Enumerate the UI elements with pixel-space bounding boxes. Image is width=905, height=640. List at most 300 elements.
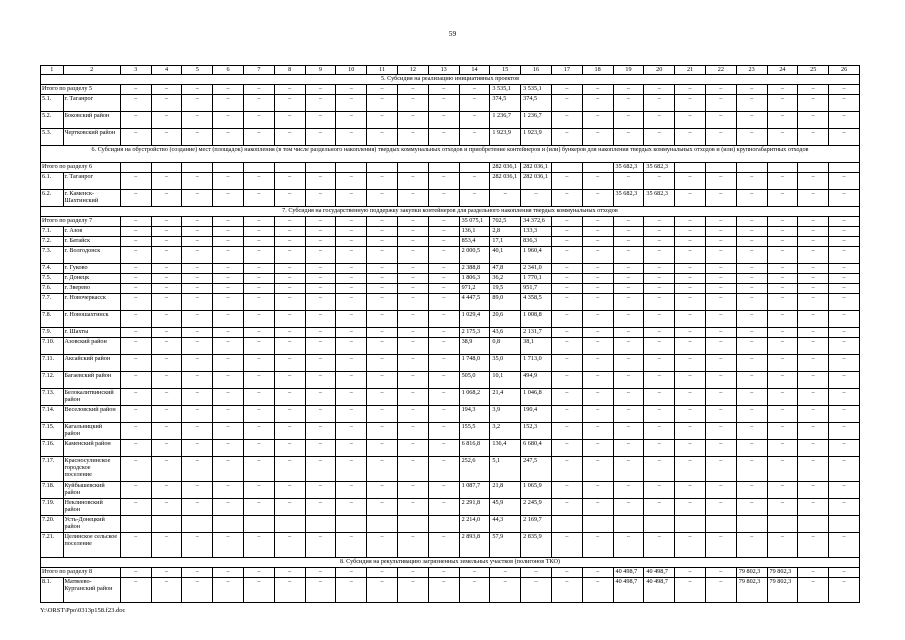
- value-cell: –: [798, 338, 829, 355]
- section-heading-row: [41, 207, 860, 217]
- value-cell: 6 680,4: [521, 440, 552, 457]
- value-cell: 35 682,3: [613, 190, 644, 207]
- value-cell: –: [305, 311, 336, 328]
- value-cell: –: [120, 173, 151, 190]
- value-cell: –: [274, 578, 305, 603]
- value-cell: –: [213, 85, 244, 95]
- value-cell: –: [151, 274, 182, 284]
- value-cell: 1 923,9: [521, 129, 552, 146]
- value-cell: –: [305, 284, 336, 294]
- value-cell: –: [428, 173, 459, 190]
- value-cell: –: [675, 227, 706, 237]
- table-row: [41, 355, 860, 372]
- value-cell: –: [305, 328, 336, 338]
- value-cell: –: [798, 533, 829, 558]
- value-cell: –: [336, 217, 367, 227]
- value-cell: –: [336, 129, 367, 146]
- value-cell: –: [151, 355, 182, 372]
- value-cell: –: [705, 355, 736, 372]
- value-cell: –: [675, 264, 706, 274]
- section-heading-row: [41, 146, 860, 163]
- value-cell: –: [151, 95, 182, 112]
- value-cell: –: [798, 85, 829, 95]
- value-cell: –: [829, 237, 860, 247]
- row-number: 5.1.: [41, 95, 64, 112]
- value-cell: –: [459, 129, 490, 146]
- row-number: 7.15.: [41, 423, 64, 440]
- value-cell: –: [829, 95, 860, 112]
- value-cell: –: [829, 423, 860, 440]
- value-cell: –: [582, 389, 613, 406]
- value-cell: –: [767, 482, 798, 499]
- value-cell: –: [613, 264, 644, 274]
- value-cell: –: [551, 440, 582, 457]
- value-cell: –: [367, 274, 398, 284]
- value-cell: [120, 516, 151, 533]
- value-cell: [305, 163, 336, 173]
- column-number: 1: [41, 66, 64, 75]
- value-cell: –: [551, 274, 582, 284]
- value-cell: –: [521, 190, 552, 207]
- table-row: [41, 112, 860, 129]
- municipality-name: г. Новошахтинск: [63, 311, 120, 328]
- value-cell: –: [613, 85, 644, 95]
- value-cell: –: [213, 129, 244, 146]
- value-cell: –: [336, 95, 367, 112]
- value-cell: –: [336, 237, 367, 247]
- value-cell: –: [243, 247, 274, 264]
- column-number: 14: [459, 66, 490, 75]
- value-cell: –: [613, 533, 644, 558]
- value-cell: 2 291,8: [459, 499, 490, 516]
- table-row: [41, 294, 860, 311]
- value-cell: –: [705, 85, 736, 95]
- value-cell: –: [151, 389, 182, 406]
- value-cell: –: [551, 406, 582, 423]
- value-cell: –: [397, 217, 428, 227]
- value-cell: –: [213, 112, 244, 129]
- value-cell: –: [182, 568, 213, 578]
- value-cell: –: [582, 274, 613, 284]
- value-cell: 43,6: [490, 328, 521, 338]
- table-row: [41, 264, 860, 274]
- value-cell: [551, 516, 582, 533]
- value-cell: –: [613, 129, 644, 146]
- row-number: 7.9.: [41, 328, 64, 338]
- value-cell: –: [367, 294, 398, 311]
- value-cell: –: [736, 294, 767, 311]
- table-row: [41, 457, 860, 482]
- value-cell: –: [367, 264, 398, 274]
- value-cell: –: [336, 112, 367, 129]
- value-cell: –: [367, 328, 398, 338]
- value-cell: 1 046,8: [521, 389, 552, 406]
- value-cell: –: [120, 112, 151, 129]
- table-row: [41, 95, 860, 112]
- total-label: Итого по разделу 6: [41, 163, 121, 173]
- value-cell: –: [798, 372, 829, 389]
- value-cell: –: [829, 338, 860, 355]
- value-cell: –: [120, 440, 151, 457]
- column-number-row: [41, 66, 860, 75]
- value-cell: [829, 516, 860, 533]
- value-cell: –: [428, 264, 459, 274]
- value-cell: –: [829, 247, 860, 264]
- value-cell: [213, 163, 244, 173]
- value-cell: –: [829, 372, 860, 389]
- value-cell: –: [705, 499, 736, 516]
- value-cell: –: [582, 440, 613, 457]
- row-number: 8.1.: [41, 578, 64, 603]
- value-cell: –: [675, 499, 706, 516]
- value-cell: –: [736, 311, 767, 328]
- value-cell: –: [767, 406, 798, 423]
- value-cell: –: [213, 533, 244, 558]
- value-cell: –: [397, 237, 428, 247]
- total-label: Итого по разделу 7: [41, 217, 121, 227]
- value-cell: [428, 163, 459, 173]
- value-cell: –: [336, 482, 367, 499]
- value-cell: –: [182, 499, 213, 516]
- value-cell: –: [767, 311, 798, 328]
- value-cell: –: [582, 264, 613, 274]
- subsidy-table: [40, 65, 860, 603]
- value-cell: 40,1: [490, 247, 521, 264]
- column-number: 6: [213, 66, 244, 75]
- value-cell: –: [274, 85, 305, 95]
- value-cell: –: [767, 284, 798, 294]
- value-cell: –: [428, 274, 459, 284]
- value-cell: –: [213, 95, 244, 112]
- value-cell: –: [274, 274, 305, 284]
- value-cell: –: [582, 499, 613, 516]
- value-cell: –: [428, 328, 459, 338]
- value-cell: –: [182, 338, 213, 355]
- value-cell: 282 036,1: [521, 163, 552, 173]
- value-cell: [675, 516, 706, 533]
- value-cell: –: [305, 247, 336, 264]
- value-cell: –: [428, 217, 459, 227]
- footer-file-path: Y:\ORST\Ppo\0313p158.f23.doc: [40, 607, 126, 614]
- value-cell: –: [767, 129, 798, 146]
- column-number: 17: [551, 66, 582, 75]
- value-cell: –: [120, 274, 151, 284]
- value-cell: –: [213, 328, 244, 338]
- value-cell: –: [428, 85, 459, 95]
- value-cell: [367, 516, 398, 533]
- value-cell: –: [397, 338, 428, 355]
- value-cell: –: [736, 85, 767, 95]
- row-number: 7.21.: [41, 533, 64, 558]
- value-cell: [829, 163, 860, 173]
- value-cell: –: [182, 274, 213, 284]
- value-cell: –: [829, 217, 860, 227]
- value-cell: –: [613, 328, 644, 338]
- value-cell: –: [736, 533, 767, 558]
- value-cell: –: [182, 294, 213, 311]
- value-cell: –: [705, 112, 736, 129]
- value-cell: –: [120, 294, 151, 311]
- value-cell: 152,3: [521, 423, 552, 440]
- value-cell: –: [336, 274, 367, 284]
- row-number: 5.3.: [41, 129, 64, 146]
- value-cell: –: [644, 294, 675, 311]
- value-cell: 282 036,1: [521, 173, 552, 190]
- value-cell: –: [305, 274, 336, 284]
- value-cell: 45,9: [490, 499, 521, 516]
- value-cell: –: [243, 85, 274, 95]
- value-cell: 951,7: [521, 284, 552, 294]
- value-cell: 971,2: [459, 284, 490, 294]
- value-cell: –: [829, 482, 860, 499]
- value-cell: –: [675, 338, 706, 355]
- value-cell: –: [274, 406, 305, 423]
- value-cell: –: [243, 95, 274, 112]
- value-cell: –: [675, 372, 706, 389]
- value-cell: –: [551, 227, 582, 237]
- value-cell: –: [736, 173, 767, 190]
- value-cell: –: [397, 372, 428, 389]
- value-cell: –: [613, 482, 644, 499]
- value-cell: –: [428, 355, 459, 372]
- value-cell: –: [305, 129, 336, 146]
- value-cell: –: [767, 372, 798, 389]
- value-cell: –: [397, 578, 428, 603]
- column-number: 25: [798, 66, 829, 75]
- value-cell: –: [705, 338, 736, 355]
- value-cell: –: [459, 95, 490, 112]
- value-cell: –: [767, 274, 798, 284]
- value-cell: –: [243, 274, 274, 284]
- table-row: [41, 247, 860, 264]
- value-cell: –: [644, 129, 675, 146]
- value-cell: –: [305, 355, 336, 372]
- value-cell: 35 075,1: [459, 217, 490, 227]
- value-cell: –: [428, 533, 459, 558]
- municipality-name: г. Зверево: [63, 284, 120, 294]
- value-cell: –: [675, 173, 706, 190]
- value-cell: –: [644, 173, 675, 190]
- value-cell: –: [490, 190, 521, 207]
- value-cell: 136,1: [459, 227, 490, 237]
- value-cell: –: [397, 294, 428, 311]
- value-cell: –: [798, 264, 829, 274]
- value-cell: –: [613, 355, 644, 372]
- value-cell: –: [736, 355, 767, 372]
- value-cell: –: [213, 457, 244, 482]
- row-number: 7.8.: [41, 311, 64, 328]
- value-cell: –: [705, 568, 736, 578]
- value-cell: 282 036,1: [490, 163, 521, 173]
- value-cell: –: [213, 190, 244, 207]
- value-cell: 1 923,9: [490, 129, 521, 146]
- municipality-name: Красносулинское городское поселение: [63, 457, 120, 482]
- value-cell: –: [120, 85, 151, 95]
- value-cell: –: [675, 457, 706, 482]
- section-total-row: [41, 217, 860, 227]
- value-cell: –: [736, 406, 767, 423]
- value-cell: –: [243, 227, 274, 237]
- value-cell: [798, 163, 829, 173]
- value-cell: –: [182, 227, 213, 237]
- value-cell: –: [305, 533, 336, 558]
- value-cell: –: [243, 457, 274, 482]
- value-cell: –: [151, 264, 182, 274]
- value-cell: –: [151, 112, 182, 129]
- value-cell: –: [305, 457, 336, 482]
- value-cell: 155,5: [459, 423, 490, 440]
- value-cell: –: [644, 237, 675, 247]
- table-row: [41, 338, 860, 355]
- value-cell: 3,9: [490, 406, 521, 423]
- value-cell: 19,5: [490, 284, 521, 294]
- value-cell: –: [644, 423, 675, 440]
- value-cell: 282 036,1: [490, 173, 521, 190]
- value-cell: –: [644, 533, 675, 558]
- value-cell: –: [274, 190, 305, 207]
- value-cell: –: [551, 355, 582, 372]
- value-cell: –: [336, 311, 367, 328]
- value-cell: –: [798, 247, 829, 264]
- municipality-name: Матвеево-Курганский район: [63, 578, 120, 603]
- value-cell: –: [705, 406, 736, 423]
- value-cell: –: [305, 190, 336, 207]
- value-cell: –: [675, 190, 706, 207]
- value-cell: –: [551, 237, 582, 247]
- value-cell: –: [582, 457, 613, 482]
- value-cell: –: [829, 173, 860, 190]
- value-cell: –: [582, 328, 613, 338]
- value-cell: 6 816,8: [459, 440, 490, 457]
- value-cell: –: [274, 284, 305, 294]
- value-cell: –: [397, 423, 428, 440]
- value-cell: –: [274, 533, 305, 558]
- value-cell: –: [459, 85, 490, 95]
- value-cell: –: [736, 112, 767, 129]
- value-cell: –: [644, 328, 675, 338]
- section-title: 7. Субсидия на государственную поддержку закупки контейнеров для раздельного накопления твердых коммунальных отходов: [41, 207, 860, 217]
- row-number: 6.2.: [41, 190, 64, 207]
- value-cell: 10,1: [490, 372, 521, 389]
- value-cell: –: [120, 227, 151, 237]
- municipality-name: Веселовский район: [63, 406, 120, 423]
- value-cell: –: [675, 423, 706, 440]
- value-cell: –: [213, 372, 244, 389]
- value-cell: –: [428, 311, 459, 328]
- value-cell: –: [274, 237, 305, 247]
- value-cell: –: [336, 457, 367, 482]
- value-cell: –: [243, 112, 274, 129]
- value-cell: –: [644, 457, 675, 482]
- value-cell: –: [243, 355, 274, 372]
- value-cell: –: [151, 247, 182, 264]
- value-cell: –: [613, 389, 644, 406]
- value-cell: –: [551, 264, 582, 274]
- row-number: 7.10.: [41, 338, 64, 355]
- value-cell: –: [644, 112, 675, 129]
- value-cell: –: [798, 440, 829, 457]
- value-cell: –: [798, 190, 829, 207]
- value-cell: –: [798, 129, 829, 146]
- value-cell: –: [243, 499, 274, 516]
- value-cell: –: [397, 311, 428, 328]
- value-cell: 38,9: [459, 338, 490, 355]
- value-cell: –: [305, 112, 336, 129]
- value-cell: –: [182, 440, 213, 457]
- value-cell: –: [120, 190, 151, 207]
- value-cell: 1 068,2: [459, 389, 490, 406]
- value-cell: –: [120, 129, 151, 146]
- value-cell: –: [705, 173, 736, 190]
- value-cell: [428, 516, 459, 533]
- value-cell: –: [459, 568, 490, 578]
- value-cell: –: [428, 227, 459, 237]
- municipality-name: Боковский район: [63, 112, 120, 129]
- value-cell: –: [243, 578, 274, 603]
- value-cell: –: [182, 406, 213, 423]
- value-cell: –: [397, 533, 428, 558]
- value-cell: –: [829, 533, 860, 558]
- value-cell: [705, 516, 736, 533]
- municipality-name: г. Донецк: [63, 274, 120, 284]
- value-cell: –: [336, 406, 367, 423]
- value-cell: –: [428, 129, 459, 146]
- value-cell: –: [767, 499, 798, 516]
- value-cell: –: [243, 533, 274, 558]
- value-cell: –: [551, 85, 582, 95]
- value-cell: –: [397, 440, 428, 457]
- value-cell: –: [798, 499, 829, 516]
- value-cell: 702,5: [490, 217, 521, 227]
- municipality-name: г. Батайск: [63, 237, 120, 247]
- value-cell: 1 236,7: [490, 112, 521, 129]
- value-cell: –: [213, 217, 244, 227]
- value-cell: 35 682,3: [644, 190, 675, 207]
- value-cell: 2 893,8: [459, 533, 490, 558]
- value-cell: –: [459, 112, 490, 129]
- value-cell: –: [705, 423, 736, 440]
- value-cell: [182, 163, 213, 173]
- value-cell: [644, 516, 675, 533]
- row-number: 7.12.: [41, 372, 64, 389]
- row-number: 7.7.: [41, 294, 64, 311]
- value-cell: –: [829, 389, 860, 406]
- value-cell: –: [213, 482, 244, 499]
- value-cell: [305, 516, 336, 533]
- value-cell: –: [213, 247, 244, 264]
- value-cell: –: [151, 85, 182, 95]
- value-cell: –: [551, 372, 582, 389]
- row-number: 7.14.: [41, 406, 64, 423]
- municipality-name: Багаевский район: [63, 372, 120, 389]
- value-cell: –: [367, 355, 398, 372]
- value-cell: –: [644, 372, 675, 389]
- value-cell: –: [521, 568, 552, 578]
- value-cell: 35,0: [490, 355, 521, 372]
- value-cell: [367, 163, 398, 173]
- value-cell: [274, 163, 305, 173]
- value-cell: 44,3: [490, 516, 521, 533]
- value-cell: –: [243, 173, 274, 190]
- value-cell: 89,0: [490, 294, 521, 311]
- value-cell: –: [182, 284, 213, 294]
- value-cell: –: [182, 85, 213, 95]
- value-cell: –: [582, 578, 613, 603]
- value-cell: –: [305, 294, 336, 311]
- value-cell: 40 498,7: [644, 568, 675, 578]
- page-number: 59: [448, 29, 457, 38]
- value-cell: –: [705, 533, 736, 558]
